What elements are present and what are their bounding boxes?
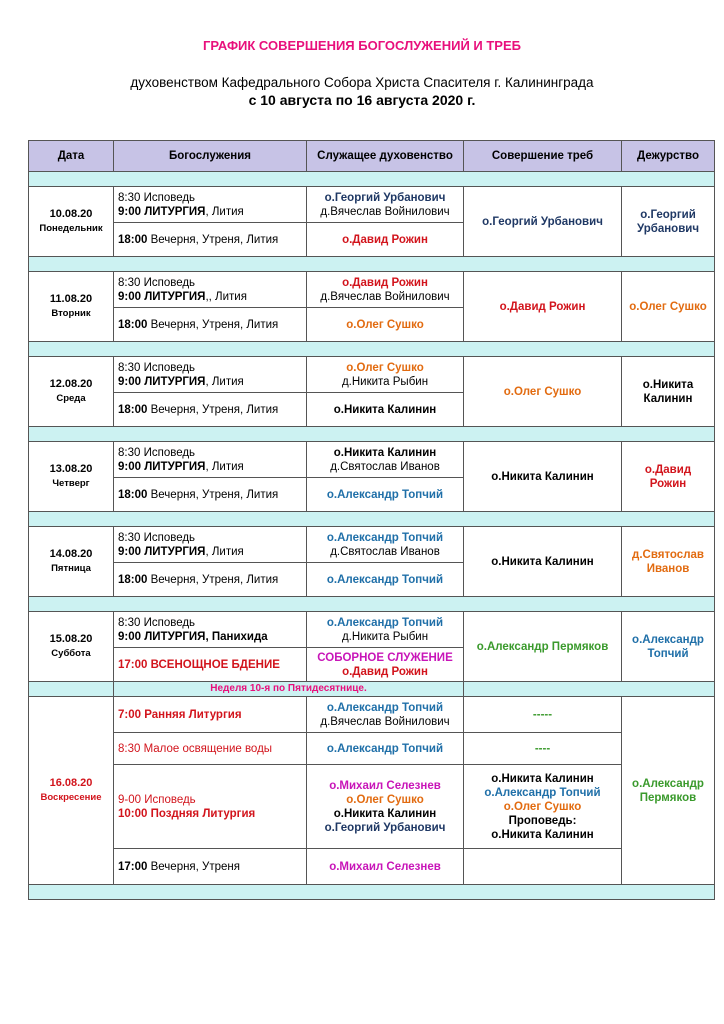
water-blessing: 8:30 Малое освящение воды — [114, 733, 307, 765]
duty-cell: о.Давид Рожин — [622, 442, 715, 512]
sunday-row — [29, 697, 715, 733]
evening-clergy: о.Давид Рожин — [307, 223, 464, 257]
morning-clergy: о.Никита Калинин д.Святослав Иванов — [307, 442, 464, 478]
schedule-table — [28, 140, 715, 900]
separator-row — [29, 512, 715, 527]
sunday-row — [29, 849, 715, 885]
day-row — [29, 527, 715, 563]
treby-cell: о.Давид Рожин — [464, 272, 622, 342]
water-clergy: о.Александр Топчий — [307, 733, 464, 765]
sunday-row — [29, 733, 715, 765]
day-date: 10.08.20 Понедельник — [29, 187, 114, 257]
col-treby: Совершение треб — [464, 141, 622, 172]
day-row — [29, 357, 715, 393]
morning-clergy: о.Александр Топчий д.Святослав Иванов — [307, 527, 464, 563]
early-clergy: о.Александр Топчий д.Вячеслав Войнилович — [307, 697, 464, 733]
morning-service: 8:30 Исповедь 9:00 ЛИТУРГИЯ, Лития — [114, 442, 307, 478]
late-liturgy: 9-00 Исповедь 10:00 Поздняя Литургия — [114, 765, 307, 849]
morning-service: 8:30 Исповедь 9:00 ЛИТУРГИЯ, Лития — [114, 187, 307, 223]
day-date: 15.08.20 Суббота — [29, 612, 114, 682]
evening-service: 18:00 Вечерня, Утреня, Лития — [114, 223, 307, 257]
col-date: Дата — [29, 141, 114, 172]
evening-service: 18:00 Вечерня, Утреня, Лития — [114, 308, 307, 342]
separator-row — [29, 597, 715, 612]
morning-clergy: о.Георгий Урбанович д.Вячеслав Войнилович — [307, 187, 464, 223]
table-header — [29, 141, 715, 172]
separator-row — [29, 885, 715, 900]
evening-clergy: СОБОРНОЕ СЛУЖЕНИЕ о.Давид Рожин — [307, 648, 464, 682]
early-treby: ----- — [464, 697, 622, 733]
late-clergy: о.Михаил Селезнев о.Олег Сушко о.Никита Калинин о.Георгий Урбанович — [307, 765, 464, 849]
evening-clergy: о.Александр Топчий — [307, 563, 464, 597]
day-date: 12.08.20 Среда — [29, 357, 114, 427]
evening-service: 17:00 ВСЕНОЩНОЕ БДЕНИЕ — [114, 648, 307, 682]
sunday-duty: о.Александр Пермяков — [622, 697, 715, 885]
sunday-row — [29, 765, 715, 849]
duty-cell: о.Олег Сушко — [622, 272, 715, 342]
evening-service: 18:00 Вечерня, Утреня, Лития — [114, 563, 307, 597]
day-row — [29, 272, 715, 308]
morning-service: 8:30 Исповедь 9:00 ЛИТУРГИЯ, Лития — [114, 527, 307, 563]
morning-clergy: о.Олег Сушко д.Никита Рыбин — [307, 357, 464, 393]
day-date: 13.08.20 Четверг — [29, 442, 114, 512]
separator-row — [29, 257, 715, 272]
sunday-note: Неделя 10-я по Пятидесятнице. — [114, 682, 464, 697]
evening-service: 18:00 Вечерня, Утреня, Лития — [114, 478, 307, 512]
early-liturgy: 7:00 Ранняя Литургия — [114, 697, 307, 733]
col-services: Богослужения — [114, 141, 307, 172]
sunday-evening: 17:00 Вечерня, Утреня — [114, 849, 307, 885]
treby-cell: о.Никита Калинин — [464, 527, 622, 597]
separator-row — [29, 427, 715, 442]
day-row — [29, 442, 715, 478]
treby-cell: о.Никита Калинин — [464, 442, 622, 512]
col-clergy: Служащее духовенство — [307, 141, 464, 172]
morning-service: 8:30 Исповедь 9:00 ЛИТУРГИЯ,, Лития — [114, 272, 307, 308]
evening-clergy: о.Александр Топчий — [307, 478, 464, 512]
day-date: 11.08.20 Вторник — [29, 272, 114, 342]
treby-cell: о.Георгий Урбанович — [464, 187, 622, 257]
water-treby: ---- — [464, 733, 622, 765]
col-duty: Дежурство — [622, 141, 715, 172]
page-title: ГРАФИК СОВЕРШЕНИЯ БОГОСЛУЖЕНИЙ И ТРЕБ — [202, 38, 521, 53]
duty-cell: о.Александр Топчий — [622, 612, 715, 682]
morning-clergy: о.Давид Рожин д.Вячеслав Войнилович — [307, 272, 464, 308]
day-row — [29, 187, 715, 223]
duty-cell: д.Святослав Иванов — [622, 527, 715, 597]
sunday-note-row — [29, 682, 715, 697]
duty-cell: о.Никита Калинин — [622, 357, 715, 427]
day-date: 14.08.20 Пятница — [29, 527, 114, 597]
separator-row — [29, 342, 715, 357]
morning-service: 8:30 Исповедь 9:00 ЛИТУРГИЯ, Панихида — [114, 612, 307, 648]
morning-clergy: о.Александр Топчий д.Никита Рыбин — [307, 612, 464, 648]
morning-service: 8:30 Исповедь 9:00 ЛИТУРГИЯ, Лития — [114, 357, 307, 393]
day-row — [29, 612, 715, 648]
evening-clergy: о.Никита Калинин — [307, 393, 464, 427]
sunday-date: 16.08.20 Воскресение — [29, 697, 114, 885]
treby-cell: о.Олег Сушко — [464, 357, 622, 427]
page-subtitle: духовенством Кафедрального Собора Христа Спасителя г. Калининграда — [130, 75, 594, 90]
evening-service: 18:00 Вечерня, Утреня, Лития — [114, 393, 307, 427]
evening-clergy: о.Олег Сушко — [307, 308, 464, 342]
duty-cell: о.Георгий Урбанович — [622, 187, 715, 257]
treby-cell: о.Александр Пермяков — [464, 612, 622, 682]
page-period: с 10 августа по 16 августа 2020 г. — [248, 92, 476, 108]
separator-row — [29, 172, 715, 187]
late-treby: о.Никита Калинин о.Александр Топчий о.Олег Сушко Проповедь: о.Никита Калинин — [464, 765, 622, 849]
sunday-evening-clergy: о.Михаил Селезнев — [307, 849, 464, 885]
